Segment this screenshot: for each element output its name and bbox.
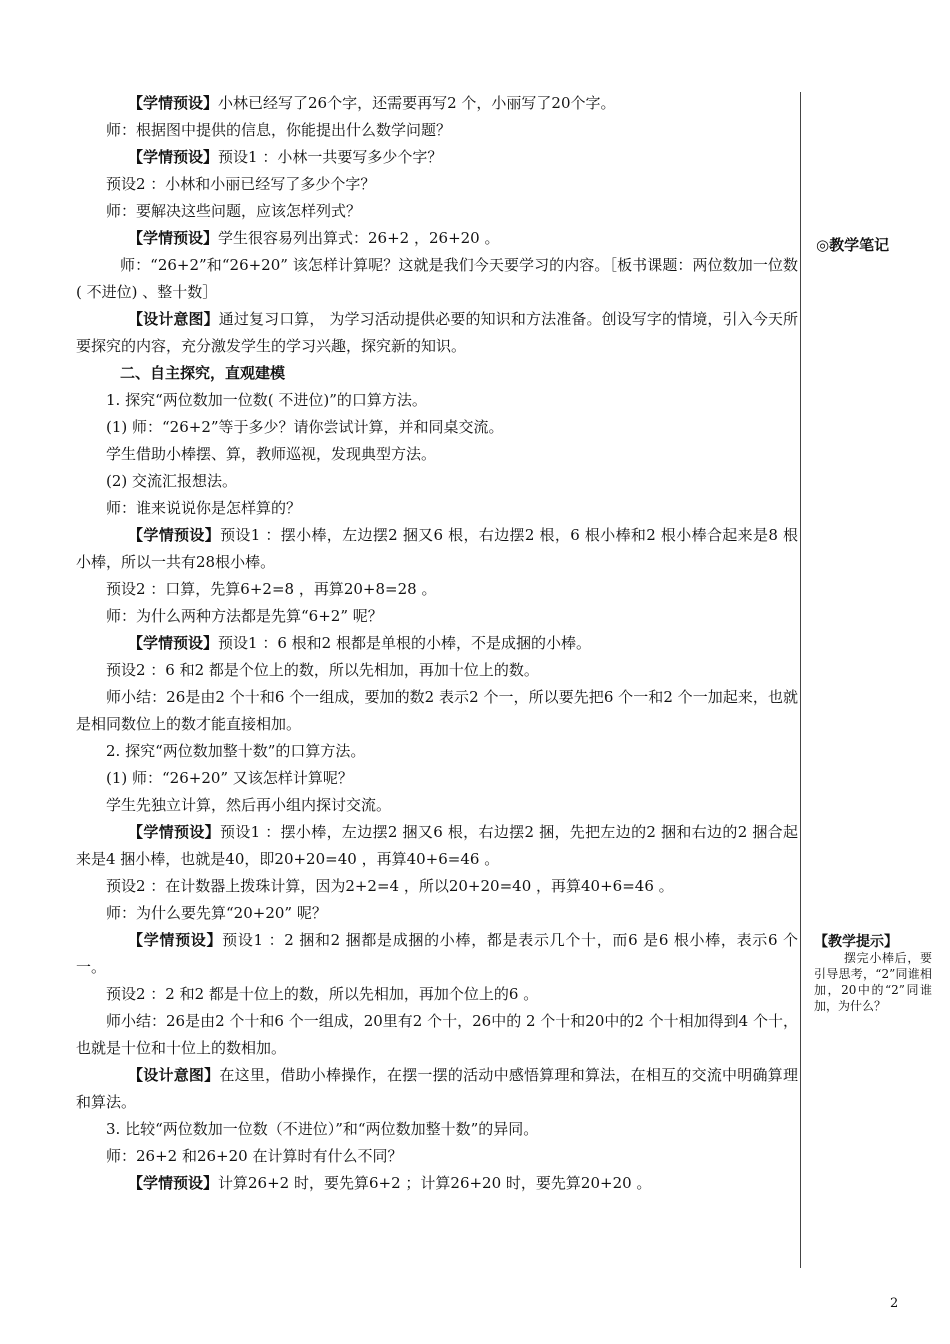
paragraph (76, 522, 798, 576)
paragraph-text: 师小结：26是由2 个十和6 个一组成，20里有2 个十，26中的 2 个十和20中的2 个十相加得到4 个十，也就是十位和十位上的数相加。 (76, 1012, 798, 1057)
paragraph-text: 预设1 ：6 根和2 根都是单根的小棒，不是成捆的小棒。 (218, 634, 591, 652)
paragraph (76, 738, 798, 765)
paragraph-text: 1. 探究“两位数加一位数( 不进位)”的口算方法。 (106, 391, 427, 409)
paragraph-text: 学生先独立计算，然后再小组内探讨交流。 (106, 796, 392, 814)
paragraph (76, 1170, 798, 1197)
paragraph-text: 预设2 ：6 和2 都是个位上的数，所以先相加，再加十位上的数。 (106, 661, 539, 679)
paragraph-text: 学生借助小棒摆、算，教师巡视，发现典型方法。 (106, 445, 437, 463)
paragraph (76, 414, 798, 441)
paragraph-text: 师：谁来说说你是怎样算的？ (106, 499, 302, 517)
paragraph (76, 306, 798, 360)
section-label: 【学情预设】 (128, 94, 219, 112)
page-number: 2 (890, 1296, 899, 1311)
paragraph (76, 819, 798, 873)
paragraph (76, 144, 798, 171)
paragraph-text: 预设2 ：在计数器上拨珠计算，因为2+2=4 ，所以20+20=40 ，再算40+6=46 。 (106, 877, 674, 895)
paragraph (76, 360, 798, 387)
paragraph (76, 684, 798, 738)
paragraph (76, 630, 798, 657)
paragraph (76, 927, 798, 981)
paragraph (76, 981, 798, 1008)
margin-divider (800, 92, 801, 1268)
paragraph-text: 小林已经写了26个字，还需要再写2 个，小丽写了20个字。 (218, 94, 616, 112)
section-label: 【学情预设】 (128, 634, 219, 652)
section-label: 【设计意图】 (128, 1066, 220, 1084)
section-label: 【学情预设】 (128, 148, 219, 166)
paragraph (76, 252, 798, 306)
paragraph-text: 二、自主探究，直观建模 (120, 364, 286, 382)
paragraph (76, 495, 798, 522)
paragraph-text: 2. 探究“两位数加整十数”的口算方法。 (106, 742, 366, 760)
paragraph (76, 900, 798, 927)
paragraph (76, 1116, 798, 1143)
teaching-tip (814, 934, 932, 1014)
paragraph-text: 预设2 ：口算，先算6+2=8 ，再算20+8=28 。 (106, 580, 437, 598)
paragraph-text: 师：“26+2”和“26+20” 该怎样计算呢？这就是我们今天要学习的内容。［板书课题：两位数加一位数( 不进位) 、整十数］ (76, 256, 798, 301)
paragraph (76, 117, 798, 144)
section-label: 【学情预设】 (128, 823, 220, 841)
paragraph-text: 师：为什么两种方法都是先算“6+2” 呢？ (106, 607, 383, 625)
paragraph (76, 873, 798, 900)
section-label: 【学情预设】 (128, 931, 223, 949)
paragraph-text: 学生很容易列出算式：26+2 ，26+20 。 (218, 229, 500, 247)
paragraph (76, 1062, 798, 1116)
paragraph-text: 师小结：26是由2 个十和6 个一组成，要加的数2 表示2 个一，所以要先把6 个一和2 个一加起来，也就是相同数位上的数才能直接相加。 (76, 688, 798, 733)
paragraph-text: 3. 比较“两位数加一位数（不进位）”和“两位数加整十数”的异同。 (106, 1120, 539, 1138)
section-label: 【设计意图】 (128, 310, 219, 328)
paragraph (76, 1143, 798, 1170)
paragraph (76, 792, 798, 819)
paragraph-text: (1) 师：“26+20” 又该怎样计算呢？ (106, 769, 353, 787)
paragraph (76, 171, 798, 198)
paragraph (76, 198, 798, 225)
paragraph (76, 90, 798, 117)
lesson-body (76, 90, 798, 1197)
section-label: 【学情预设】 (128, 526, 221, 544)
paragraph (76, 765, 798, 792)
paragraph-text: 师：26+2 和26+20 在计算时有什么不同？ (106, 1147, 403, 1165)
paragraph-text: 师：为什么要先算“20+20” 呢？ (106, 904, 327, 922)
teaching-tip-title: 【教学提示】 (814, 934, 898, 950)
teaching-notes-heading: ◎教学笔记 (816, 236, 890, 254)
paragraph-text: (2) 交流汇报想法。 (106, 472, 238, 490)
paragraph-text: 预设1 ：小林一共要写多少个字？ (218, 148, 443, 166)
paragraph-text: 预设2 ：小林和小丽已经写了多少个字？ (106, 175, 376, 193)
paragraph-text: 师：要解决这些问题，应该怎样列式？ (106, 202, 362, 220)
paragraph-text: 计算26+2 时，要先算6+2 ；计算26+20 时，要先算20+20 。 (218, 1174, 652, 1192)
paragraph-text: 通过复习口算， 为学习活动提供必要的知识和方法准备。创设写字的情境，引入今天所要探究的内容，充分激发学生的学习兴趣，探究新的知识。 (76, 310, 798, 355)
paragraph-text: (1) 师：“26+2”等于多少？请你尝试计算，并和同桌交流。 (106, 418, 504, 436)
paragraph (76, 468, 798, 495)
paragraph (76, 441, 798, 468)
paragraph-text: 预设1 ：2 捆和2 捆都是成捆的小棒，都是表示几个十，而6 是6 根小棒，表示6 个一。 (76, 931, 798, 976)
paragraph-text: 师：根据图中提供的信息，你能提出什么数学问题？ (106, 121, 452, 139)
paragraph-text: 预设2 ：2 和2 都是十位上的数，所以先相加，再加个位上的6 。 (106, 985, 539, 1003)
paragraph (76, 603, 798, 630)
section-label: 【学情预设】 (128, 1174, 219, 1192)
paragraph (76, 657, 798, 684)
paragraph (76, 387, 798, 414)
paragraph (76, 225, 798, 252)
paragraph-text: 在这里，借助小棒操作，在摆一摆的活动中感悟算理和算法，在相互的交流中明确算理和算法。 (76, 1066, 798, 1111)
teaching-tip-body: 摆完小棒后，要引导思考，“2”同谁相加，20中的“2”同谁加，为什么？ (814, 951, 932, 1013)
paragraph-text: 预设1 ：摆小棒，左边摆2 捆又6 根，右边摆2 捆，先把左边的2 捆和右边的2 捆合起来是4 捆小棒，也就是40，即20+20=40 ，再算40+6=46 。 (76, 823, 798, 868)
paragraph (76, 576, 798, 603)
paragraph (76, 1008, 798, 1062)
section-label: 【学情预设】 (128, 229, 219, 247)
paragraph-text: 预设1 ：摆小棒，左边摆2 捆又6 根，右边摆2 根，6 根小棒和2 根小棒合起来是8 根小棒，所以一共有28根小棒。 (76, 526, 798, 571)
